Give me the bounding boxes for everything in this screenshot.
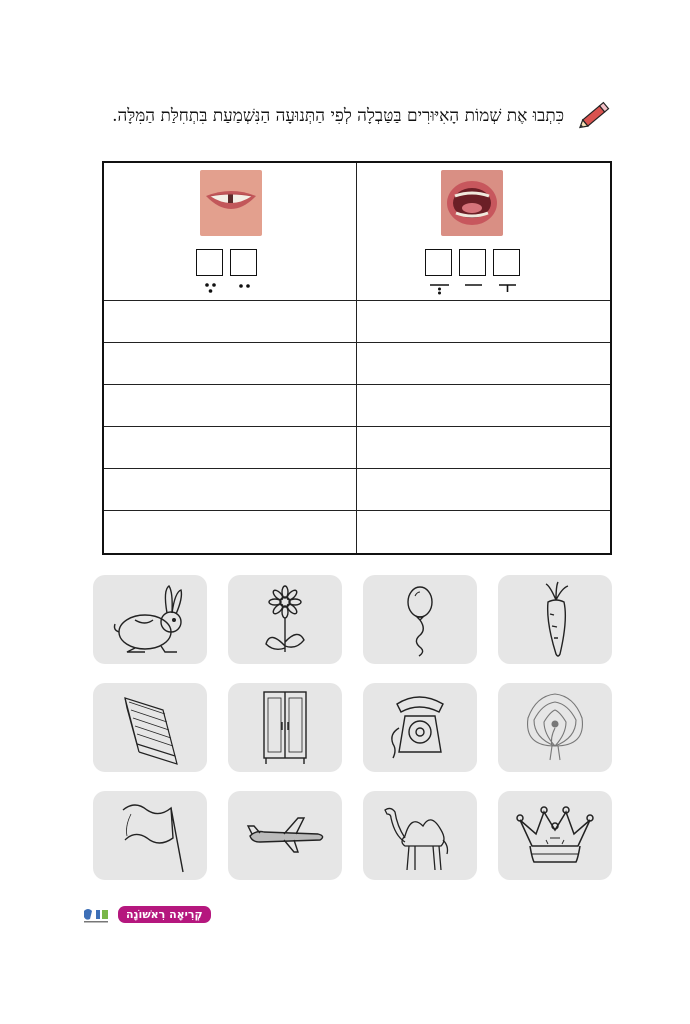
- rabbit-icon: [105, 580, 195, 660]
- sorting-table: [102, 161, 612, 555]
- column-header-smile: [104, 163, 357, 301]
- picture-card[interactable]: [93, 575, 207, 664]
- wardrobe-icon: [240, 688, 330, 768]
- picture-card[interactable]: [228, 683, 342, 772]
- peacock-icon: [510, 688, 600, 768]
- picture-card[interactable]: [363, 791, 477, 880]
- picture-card[interactable]: [363, 683, 477, 772]
- answer-cell[interactable]: [104, 469, 357, 511]
- picture-card[interactable]: [93, 683, 207, 772]
- letter-slot[interactable]: [196, 249, 223, 276]
- answer-cell[interactable]: [104, 427, 357, 469]
- camel-icon: [375, 796, 465, 876]
- answer-cell[interactable]: [104, 385, 357, 427]
- letter-slot[interactable]: [230, 249, 257, 276]
- picture-card[interactable]: [228, 575, 342, 664]
- letter-slot[interactable]: [493, 249, 520, 276]
- tsere-mark: [231, 281, 258, 295]
- mouth-open-photo: [441, 170, 503, 236]
- series-badge: קְרִיאָה רִאשׁוֹנָה: [118, 906, 211, 923]
- carrot-icon: [510, 580, 600, 660]
- airplane-icon: [240, 796, 330, 876]
- letter-slots: [425, 249, 520, 276]
- picture-card[interactable]: [228, 791, 342, 880]
- mouth-smile-photo: [200, 170, 262, 236]
- crown-icon: [510, 796, 600, 876]
- answer-cell[interactable]: [357, 385, 610, 427]
- patah-mark: [460, 281, 487, 295]
- pencil-icon: [578, 96, 614, 132]
- answer-cell[interactable]: [104, 343, 357, 385]
- instruction-text: כִּתְבוּ אֶת שְׁמוֹת הָאִיּוּרִים בַּטַּבְלָה לְפִי הַתְּנוּעָה הַנִּשְׁמַעַת בִּתְחִלַּת הַמִּלָּה.: [112, 106, 564, 126]
- picture-card[interactable]: [363, 575, 477, 664]
- answer-cell[interactable]: [357, 469, 610, 511]
- balloon-icon: [375, 580, 465, 660]
- answer-cell[interactable]: [357, 427, 610, 469]
- letter-slot[interactable]: [459, 249, 486, 276]
- answer-cell[interactable]: [357, 301, 610, 343]
- picture-card[interactable]: [498, 575, 612, 664]
- flag-icon: [105, 796, 195, 876]
- column-header-open-mouth: [357, 163, 610, 301]
- answer-cell[interactable]: [104, 511, 357, 553]
- letter-slot[interactable]: [425, 249, 452, 276]
- segol-mark: [197, 281, 224, 295]
- flower-icon: [240, 580, 330, 660]
- patah-vav-mark: [426, 281, 453, 295]
- answer-cell[interactable]: [357, 343, 610, 385]
- letter-slots: [196, 249, 257, 276]
- picture-card[interactable]: [498, 683, 612, 772]
- picture-card[interactable]: [93, 791, 207, 880]
- book-icon: [105, 688, 195, 768]
- publisher-logo: [80, 907, 112, 925]
- picture-card[interactable]: [498, 791, 612, 880]
- answer-cell[interactable]: [357, 511, 610, 553]
- telephone-icon: [375, 688, 465, 768]
- answer-cell[interactable]: [104, 301, 357, 343]
- picture-grid: [93, 575, 612, 880]
- qamats-mark: [494, 281, 521, 295]
